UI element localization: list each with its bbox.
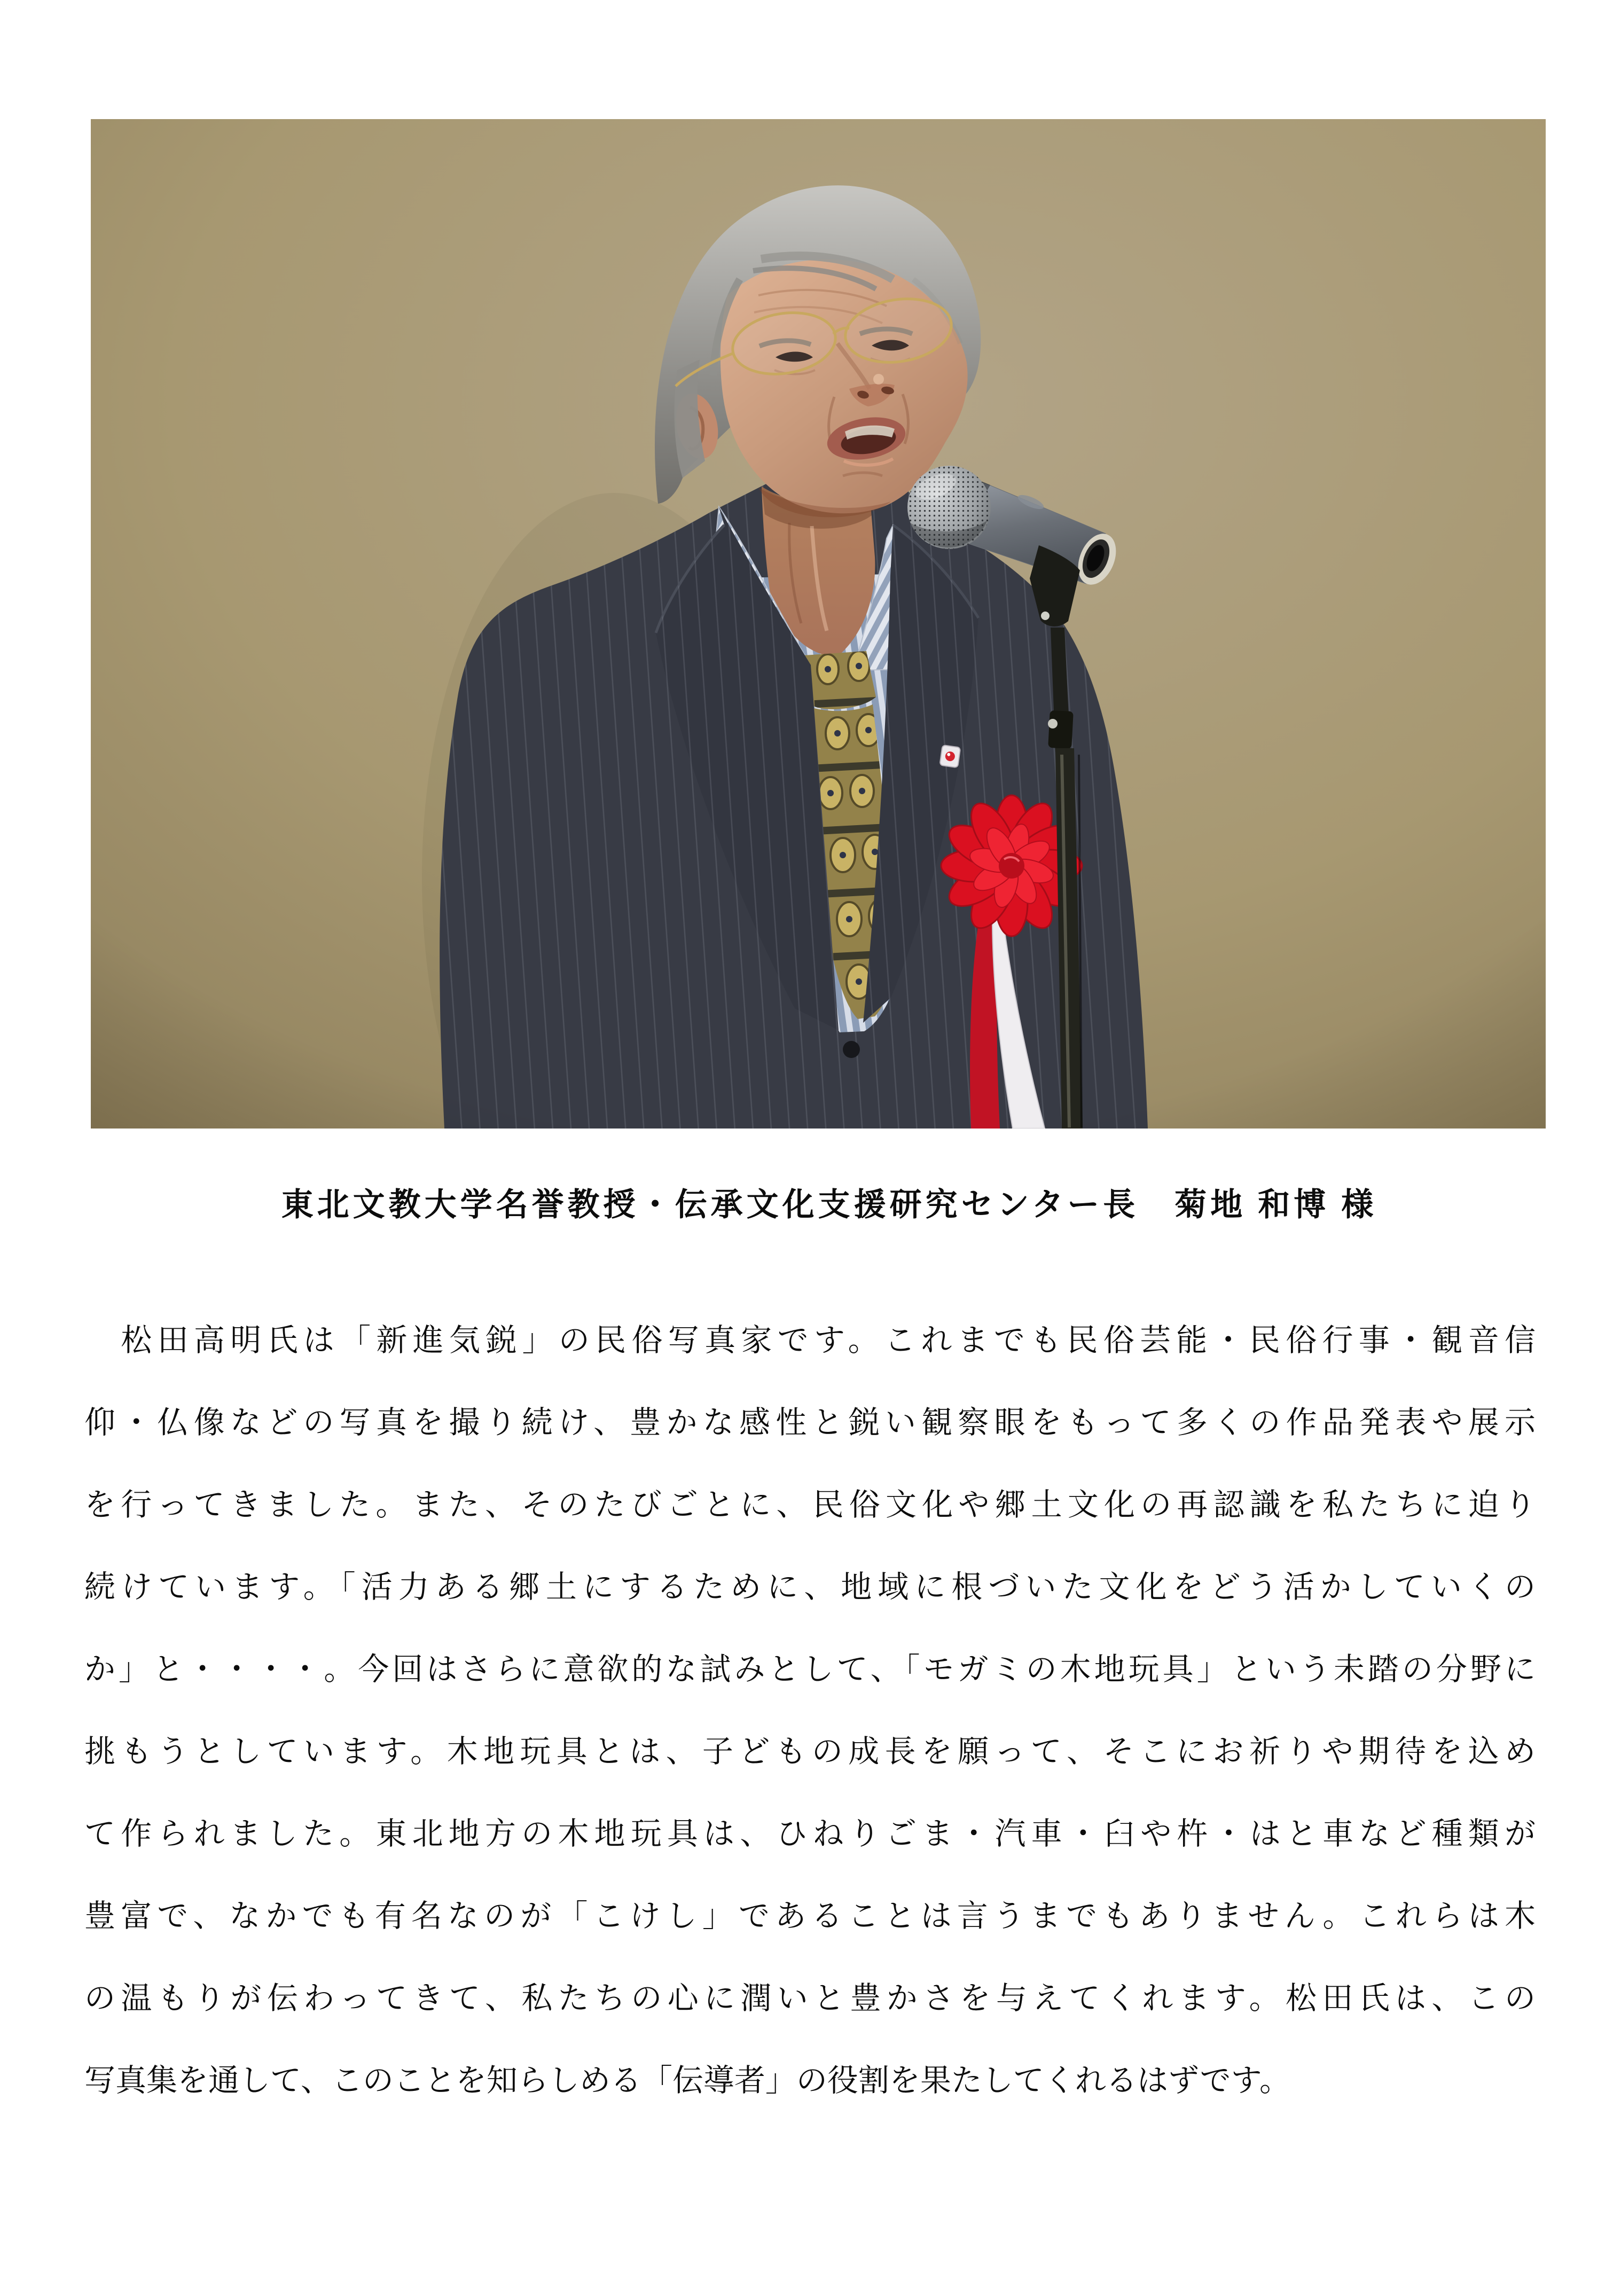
body-line: 続けています。「活力ある郷土にするために、地域に根づいた文化をどう活かしていくの xyxy=(84,1570,1536,1604)
body-line: 挑もうとしています。木地玩具とは、子どもの成長を願って、そこにお祈りや期待を込め xyxy=(84,1734,1536,1769)
body-line: を行ってきました。また、そのたびごとに、民俗文化や郷土文化の再認識を私たちに迫り xyxy=(84,1487,1536,1522)
body-line: 松田高明氏は「新進気鋭」の民俗写真家です。これまでも民俗芸能・民俗行事・観音信 xyxy=(84,1323,1536,1358)
body-line: 写真集を通して、このことを知らしめる「伝導者」の役割を果たしてくれるはずです。 xyxy=(84,2063,1290,2098)
photo-caption: 東北文教大学名誉教授・伝承文化支援研究センター長 菊地 和博 様 xyxy=(281,1187,1377,1223)
speech-photo xyxy=(91,119,1546,1129)
body-line: の温もりが伝わってきて、私たちの心に潤いと豊かさを与えてくれます。松田氏は、この xyxy=(84,1981,1536,2016)
body-line: か」と・・・・。今回はさらに意欲的な試みとして、「モガミの木地玩具」という未踏の分野に xyxy=(84,1652,1536,1687)
body-line: 仰・仏像などの写真を撮り続け、豊かな感性と鋭い観察眼をもって多くの作品発表や展示 xyxy=(84,1405,1536,1440)
speech-photo-svg xyxy=(91,119,1546,1129)
body-paragraph xyxy=(84,1299,1536,2122)
body-line: て作られました。東北地方の木地玩具は、ひねりごま・汽車・臼や杵・はと車など種類が xyxy=(84,1816,1536,1851)
photo-vignette xyxy=(91,119,1546,1129)
body-line: 豊富で、なかでも有名なのが「こけし」であることは言うまでもありません。これらは木 xyxy=(84,1899,1536,1933)
